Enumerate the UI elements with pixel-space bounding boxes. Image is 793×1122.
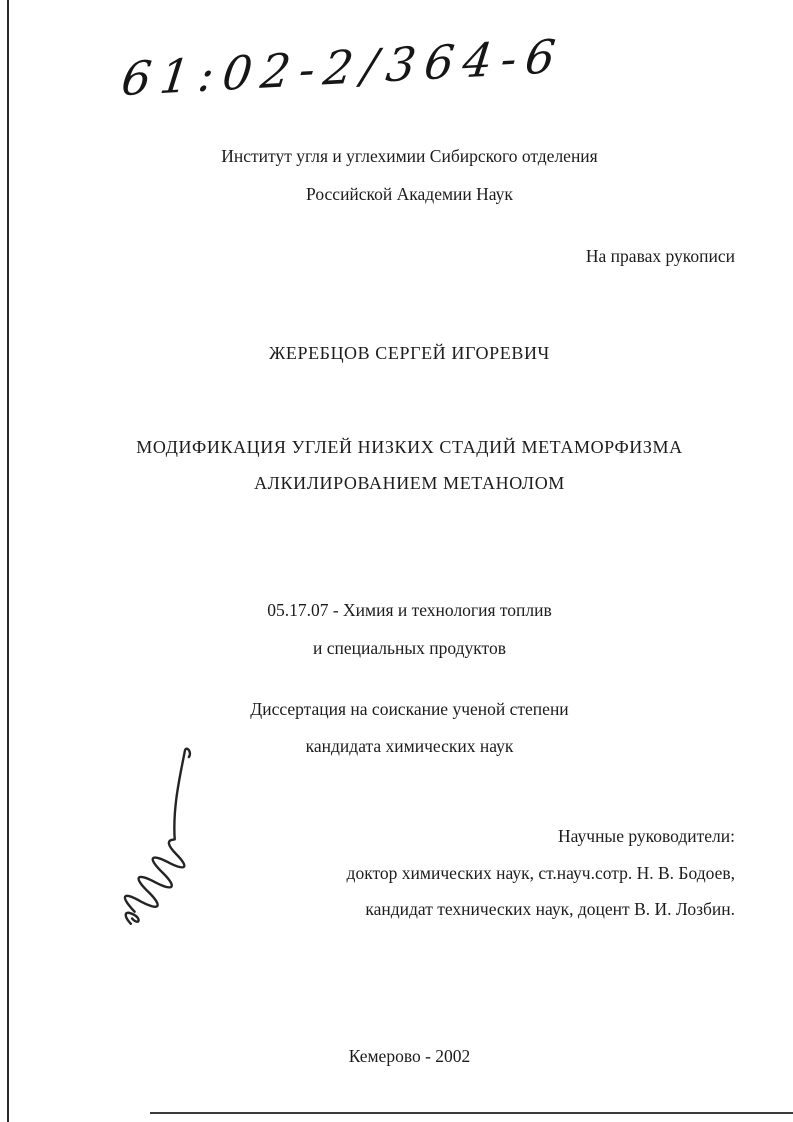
dissertation-title-line1: МОДИФИКАЦИЯ УГЛЕЙ НИЗКИХ СТАДИЙ МЕТАМОРФИЗМА	[136, 437, 683, 457]
city-year: Кемерово - 2002	[348, 1046, 471, 1066]
scan-edge-line-bottom	[150, 1112, 793, 1114]
supervisors-heading: Научные руководители:	[558, 826, 735, 846]
author-name: ЖЕРЕБЦОВ СЕРГЕЙ ИГОРЕВИЧ	[269, 343, 550, 363]
dissertation-title-line2: АЛКИЛИРОВАНИЕМ МЕТАНОЛОМ	[254, 473, 565, 493]
supervisor-1: доктор химических наук, ст.науч.сотр. Н. В. Бодоев,	[346, 863, 735, 883]
thesis-statement-line1: Диссертация на соискание ученой степени	[250, 699, 569, 719]
manuscript-note: На правах рукописи	[585, 246, 735, 266]
specialty-code-line2: и специальных продуктов	[313, 638, 506, 658]
thesis-statement-line2: кандидата химических наук	[305, 736, 514, 756]
supervisor-2: кандидат технических наук, доцент В. И. Лозбин.	[365, 899, 735, 919]
scan-edge-line-left	[7, 0, 9, 1122]
institute-name-line2: Российской Академии Наук	[306, 184, 513, 204]
specialty-code-line1: 05.17.07 - Химия и технология топлив	[267, 600, 552, 620]
institute-name-line1: Институт угля и углехимии Сибирского отделения	[221, 146, 598, 166]
handwritten-catalog-number: 61:02-2/364-6	[118, 28, 568, 107]
